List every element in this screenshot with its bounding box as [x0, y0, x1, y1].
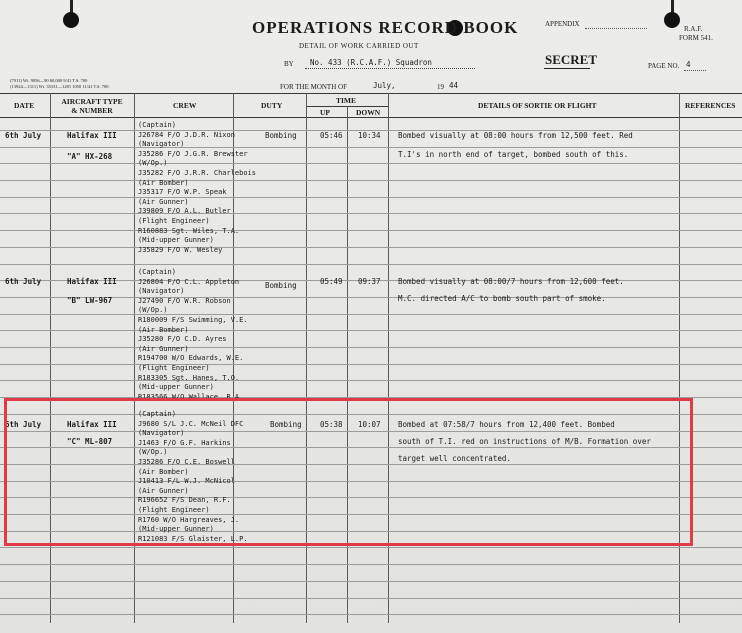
crew-line: J27490 F/O W.R. Robson: [138, 296, 231, 305]
ruled-line: [0, 180, 742, 181]
crew-line: (Mid-upper Gunner): [138, 236, 214, 245]
table-top-rule: [0, 93, 742, 94]
time-up: 05:46: [320, 131, 343, 140]
crew-line: J1463 F/O G.F. Harkins: [138, 438, 231, 447]
crew-line: (Navigator): [138, 287, 185, 296]
crew-line: (Flight Engineer): [138, 506, 210, 514]
details-line: Bombed at 07:58/7 hours from 12,400 feet. Bombed: [398, 420, 615, 429]
month-label: FOR THE MONTH OF: [280, 83, 347, 91]
crew-line: R121083 F/S Glaister, L.P.: [138, 534, 248, 543]
squadron-underline: [305, 68, 475, 69]
crew-line: J35829 F/O W. Wesley: [138, 245, 223, 254]
ruled-line: [0, 264, 742, 265]
details-line: T.I's in north end of target, bombed south of this.: [398, 150, 629, 159]
col-header-crew: CREW: [173, 101, 197, 110]
crew-line: (Air Bomber): [138, 467, 189, 476]
details-line: M.C. directed A/C to bomb south part of smoke.: [398, 294, 606, 303]
crew-line: J10413 F/L W.J. McNicol: [138, 477, 235, 486]
crew-line: (Flight Engineer): [138, 364, 210, 372]
ruled-line: [0, 147, 742, 148]
crew-line: R1760 W/O Hargreaves, J.: [138, 515, 240, 524]
crew-line: (W/Op.): [138, 306, 168, 315]
time-down: 09:37: [358, 277, 381, 286]
crew-line: (W/Op.): [138, 159, 168, 168]
aircraft-type: Halifax III: [67, 131, 117, 140]
col-header-aircraft: AIRCRAFT TYPE & NUMBER: [61, 97, 123, 115]
ruled-line: [0, 380, 742, 381]
crew-line: J35286 F/O C.E. Boswell: [138, 458, 235, 466]
ruled-line: [0, 347, 742, 348]
col-header-duty: DUTY: [261, 101, 283, 110]
crew-line: J35317 F/O W.P. Speak: [138, 188, 227, 197]
crew-line: J9680 S/L J.C. McNeil DFC: [138, 419, 244, 428]
crew-line: R180009 F/S Swimming, V.E.: [138, 316, 248, 324]
aircraft-type: Halifax III: [67, 420, 117, 429]
time-down: 10:34: [358, 131, 381, 140]
ruled-line: [0, 314, 742, 315]
crew-line: (Captain): [138, 121, 176, 129]
col-header-up: UP: [320, 108, 330, 117]
ruled-line: [0, 364, 742, 365]
time-up: 05:38: [320, 420, 343, 429]
entry-date: 6th July: [5, 420, 42, 429]
crew-line: J39809 F/O A.L. Butler: [138, 207, 231, 216]
crew-line: (Captain): [138, 268, 176, 276]
crew-line: (Air Bomber): [138, 178, 189, 187]
crew-line: (Air Gunner): [138, 344, 189, 353]
year-suffix: 44: [449, 81, 459, 90]
crew-line: (Air Gunner): [138, 486, 189, 495]
page-number: 4: [686, 60, 691, 69]
ruled-line: [0, 247, 742, 248]
crew-line: R183305 Sgt. Hanes, T.O.: [138, 373, 240, 382]
col-header-details: DETAILS OF SORTIE OR FLIGHT: [478, 101, 597, 110]
crew-line: (Air Gunner): [138, 197, 189, 206]
crew-line: J35280 F/O C.D. Ayres: [138, 335, 227, 344]
details-line: south of T.I. red on instructions of M/B. Formation over: [398, 437, 651, 446]
crew-line: (Navigator): [138, 429, 185, 438]
time-down: 10:07: [358, 420, 381, 429]
duty: Bombing: [270, 420, 302, 429]
crew-line: J35282 F/O J.R.R. Charlebois: [138, 169, 257, 177]
crew-line: J26784 F/O J.D.R. Nixon: [138, 130, 235, 139]
col-header-date: DATE: [14, 101, 35, 110]
print-line-1: (7911) Wt. 9056—90 60,000 9/41 T.S. 700: [10, 78, 88, 83]
aircraft-type: Halifax III: [67, 277, 117, 286]
col-header-time: TIME: [336, 96, 357, 105]
entry-date: 6th July: [5, 131, 42, 140]
time-up: 05:49: [320, 277, 343, 286]
duty: Bombing: [265, 131, 297, 140]
ruled-line: [0, 163, 742, 164]
crew-line: (Mid-upper Gunner): [138, 383, 214, 392]
crew-line: (Mid-upper Gunner): [138, 525, 214, 534]
crew-line: J35286 F/O J.G.R. Brewster: [138, 149, 248, 158]
month-value: July,: [373, 81, 396, 90]
crew-line: (W/Op.): [138, 448, 168, 457]
year-prefix: 19: [437, 83, 444, 91]
secret-underline: [544, 68, 590, 69]
binder-hole-left: [63, 12, 79, 28]
crew-line: R183566 W/O Wallace, R.A.: [138, 392, 244, 401]
entry-date: 6th July: [5, 277, 42, 286]
by-label: BY: [284, 60, 294, 68]
duty: Bombing: [265, 281, 297, 290]
aircraft-number: "C" ML-807: [67, 437, 113, 446]
crew-line: R196652 F/S Dean, R.F.: [138, 496, 231, 505]
appendix-underline: [585, 28, 647, 29]
ruled-line: [0, 213, 742, 214]
col-header-references: REFERENCES: [685, 101, 736, 110]
print-line-2: (13924—1311) Wt. 35331—1281 1050 11/41 T.S. 700: [10, 84, 109, 89]
crew-line: R194700 W/O Edwards, W.E.: [138, 354, 244, 363]
secret-stamp: SECRET: [545, 52, 598, 67]
form-label: R.A.F.: [684, 25, 703, 33]
squadron-name: No. 433 (R.C.A.F.) Squadron: [310, 58, 432, 67]
aircraft-number: "A" HX-268: [67, 152, 113, 161]
form-number: FORM 541.: [679, 34, 713, 42]
ruled-line: [0, 230, 742, 231]
details-line: target well concentrated.: [398, 454, 511, 463]
crew-line: (Air Bomber): [138, 325, 189, 334]
page-number-label: PAGE NO.: [648, 62, 680, 70]
ruled-line: [0, 581, 742, 582]
highlight-box: [4, 398, 693, 546]
page-subtitle: DETAIL OF WORK CARRIED OUT: [299, 42, 419, 50]
appendix-label: APPENDIX: [545, 20, 580, 28]
page-title: OPERATIONS RECORD BOOK: [252, 18, 519, 37]
crew-line: J26804 F/O C.L. Appleton: [138, 277, 240, 286]
aircraft-number: "B" LW-967: [67, 296, 113, 305]
col-header-down: DOWN: [356, 108, 381, 117]
details-line: Bombed visually at 08:00/7 hours from 12,600 feet.: [398, 277, 624, 286]
ruled-line: [0, 330, 742, 331]
ruled-line: [0, 564, 742, 565]
ruled-line: [0, 598, 742, 599]
crew-line: (Flight Engineer): [138, 217, 210, 225]
ruled-line: [0, 614, 742, 615]
crew-line: (Captain): [138, 410, 176, 418]
ruled-line: [0, 547, 742, 548]
crew-line: (Navigator): [138, 140, 185, 149]
table-header-rule: [0, 117, 742, 118]
crew-line: R160883 Sgt. Wiles, T.A.: [138, 226, 240, 235]
ruled-line: [0, 197, 742, 198]
details-line: Bombed visually at 08:00 hours from 12,500 feet. Red: [398, 131, 633, 140]
page-number-underline: [684, 70, 706, 71]
binder-hole-right: [664, 12, 680, 28]
